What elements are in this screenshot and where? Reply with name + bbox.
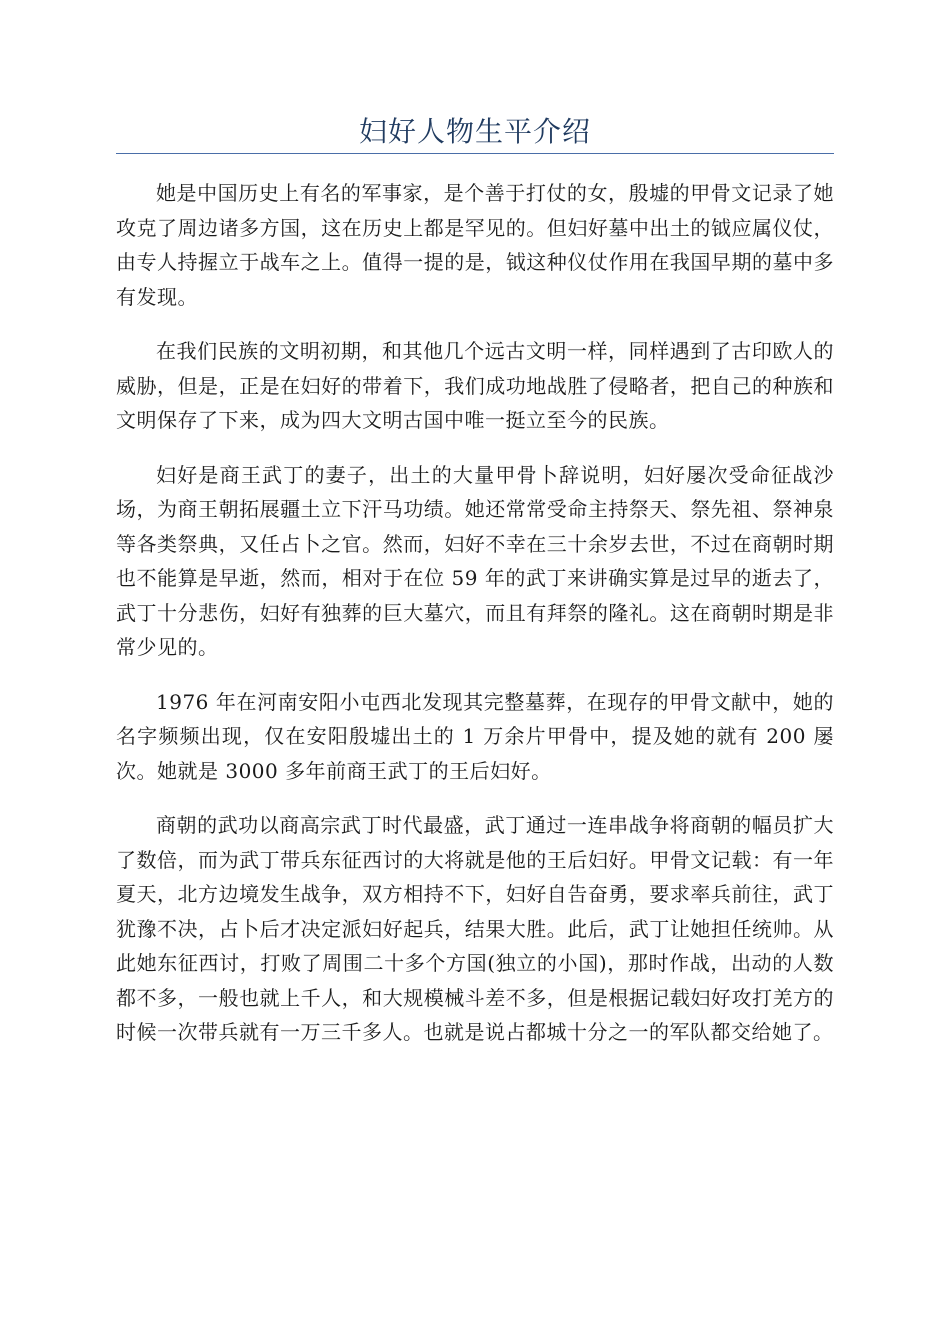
paragraph-5: 商朝的武功以商高宗武丁时代最盛，武丁通过一连串战争将商朝的幅员扩大了数倍，而为武丁带兵东征西讨的大将就是他的王后妇好。甲骨文记载：有一年夏天，北方边境发生战争，双方相持不下，妇好自告奋勇，要求率兵前往，武丁犹豫不决，占卜后才决定派妇好起兵，结果大胜。此后，武丁让她担任统帅。从此她东征西讨，打败了周围二十多个方国(独立的小国)，那时作战，出动的人数都不多，一般也就上千人，和大规模械斗差不多，但是根据记载妇好攻打羌方的时候一次带兵就有一万三千多人。也就是说占都城十分之一的军队都交给她了。 [116,813,834,1044]
paragraph-1: 她是中国历史上有名的军事家，是个善于打仗的女，殷墟的甲骨文记录了她攻克了周边诸多方国，这在历史上都是罕见的。但妇好墓中出土的钺应属仪仗，由专人持握立于战车之上。值得一提的是，钺这种仪仗作用在我国早期的墓中多有发现。 [116,181,834,309]
paragraph-4: 1976 年在河南安阳小屯西北发现其完整墓葬，在现存的甲骨文献中，她的名字频频出现，仅在安阳殷墟出土的 1 万余片甲骨中，提及她的就有 200 屡次。她就是 3000 多年前商王武丁的王后妇好。 [116,689,834,783]
document-title: 妇好人物生平介绍 [358,115,591,148]
paragraph-3: 妇好是商王武丁的妻子，出土的大量甲骨卜辞说明，妇好屡次受命征战沙场，为商王朝拓展疆土立下汗马功绩。她还常常受命主持祭天、祭先祖、祭神泉等各类祭典，又任占卜之官。然而，妇好不幸在三十余岁去世，不过在商朝时期也不能算是早逝，然而，相对于在位 59 年的武丁来讲确实算是过早的逝去了，武丁十分悲伤，妇好有独葬的巨大墓穴，而且有拜祭的隆礼。这在商朝时期是非常少见的。 [116,462,834,659]
paragraph-2: 在我们民族的文明初期，和其他几个远古文明一样，同样遇到了古印欧人的威胁，但是，正是在妇好的带着下，我们成功地战胜了侵略者，把自己的种族和文明保存了下来，成为四大文明古国中唯一挺立至今的民族。 [116,339,834,432]
title-underline [116,153,834,154]
document-body [116,176,834,1070]
